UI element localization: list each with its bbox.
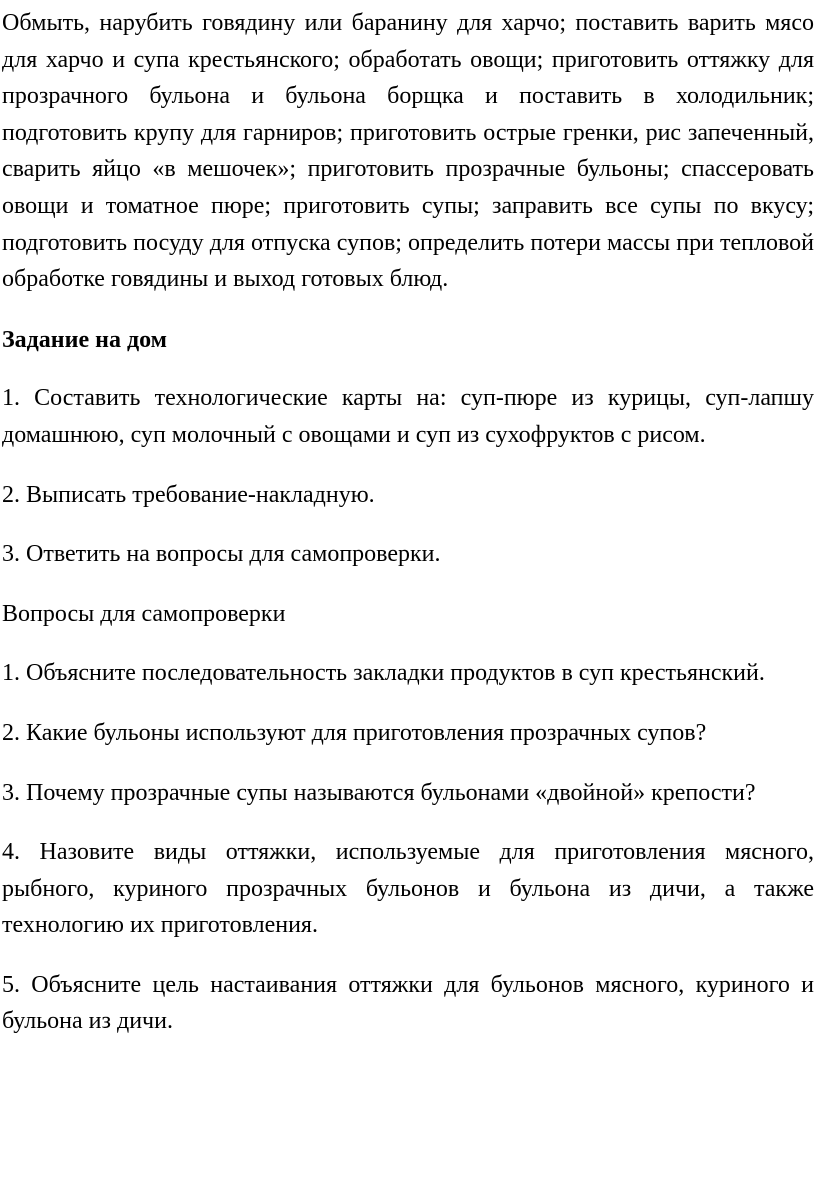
question-4: 4. Назовите виды оттяжки, используемые для приготовления мясного, рыбного, куриного прозрачных бульонов и бульона из дичи, а также технологию их приготовления. <box>2 839 814 939</box>
intro-paragraph: Обмыть, нарубить говядину или баранину для харчо; поставить варить мясо для харчо и супа крестьянского; обработать овощи; приготовить оттяжку для прозрачного бульона и бульона борщка и поставить в холодильник; подготовить крупу для гарниров; приготовить острые гренки, рис запеченный, сварить яйцо «в мешочек»; приготовить прозрачные бульоны; спассеровать овощи и томатное пюре; приготовить супы; заправить все супы по вкусу; подготовить посуду для отпуска супов; определить потери массы при тепловой обработке говядины и выход готовых блюд. <box>2 10 814 293</box>
homework-task-1: 1. Составить технологические карты на: суп-пюре из курицы, суп-лапшу домашнюю, суп молочный с овощами и суп из сухофруктов с рисом. <box>2 385 814 448</box>
question-1: 1. Объясните последовательность закладки продуктов в суп крестьянский. <box>2 660 765 687</box>
self-check-heading: Вопросы для самопроверки <box>2 600 286 627</box>
homework-heading: Задание на дом <box>2 326 167 353</box>
question-3: 3. Почему прозрачные супы называются бульонами «двойной» крепости? <box>2 779 756 806</box>
question-2: 2. Какие бульоны используют для приготовления прозрачных супов? <box>2 719 707 746</box>
question-5: 5. Объясните цель настаивания оттяжки для бульонов мясного, куриного и бульона из дичи. <box>2 971 814 1035</box>
homework-task-2: 2. Выписать требование-накладную. <box>2 481 375 508</box>
homework-task-3: 3. Ответить на вопросы для самопроверки. <box>2 541 441 568</box>
